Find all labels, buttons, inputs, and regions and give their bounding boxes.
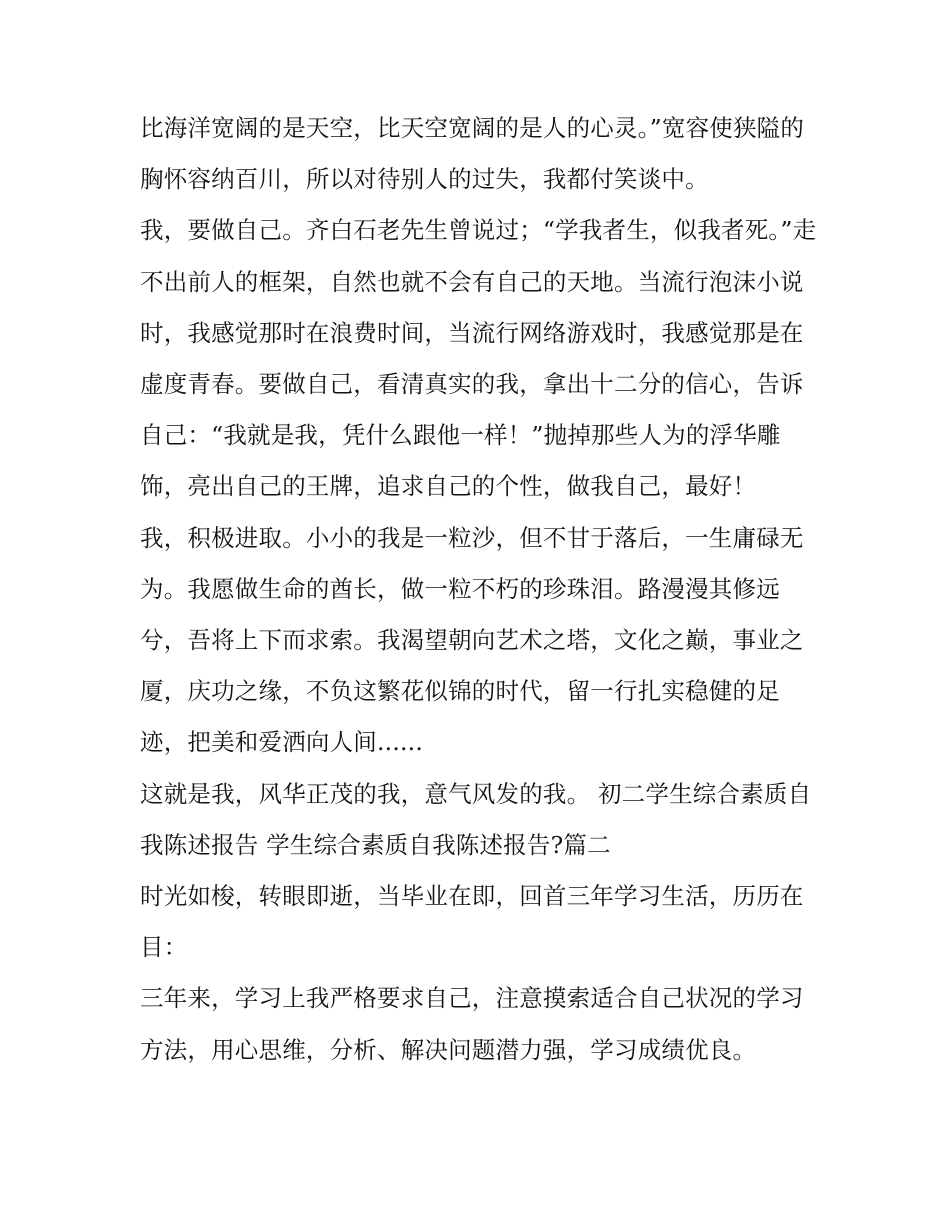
paragraph-tolerance: 比海洋宽阔的是天空，比天空宽阔的是人的心灵。”宽容使狭隘的胸怀容纳百川，所以对待别人的过失，我都付笑谈中。 (140, 114, 805, 194)
paragraph-be-myself: 我，要做自己。齐白石老先生曾说过；“学我者生，似我者死。”走不出前人的框架，自然也就不会有自己的天地。当流行泡沫小说时，我感觉那时在浪费时间，当流行网络游戏时，我感觉那是在虚度青春。要做自己，看清真实的我，拿出十二分的信心，告诉自己：“我就是我，凭什么跟他一样！”抛掉那些人为的浮华雕饰，亮出自己的王牌，追求自己的个性，做我自己，最好！ (140, 216, 817, 501)
document-body (140, 103, 820, 1076)
paragraph-progress: 我，积极进取。小小的我是一粒沙，但不甘于落后，一生庸碌无为。我愿做生命的酋长，做一粒不朽的珍珠泪。路漫漫其修远兮，吾将上下而求索。我渴望朝向艺术之塔，文化之巅，事业之厦，庆功之缘，不负这繁花似锦的时代，留一行扎实稳健的足迹，把美和爱洒向人间...... (140, 523, 804, 757)
paragraph-report-title: 这就是我，风华正茂的我，意气风发的我。 初二学生综合素质自我陈述报告 学生综合素质自我陈述报告?篇二 (140, 779, 812, 859)
paragraph-study: 三年来，学习上我严格要求自己，注意摸索适合自己状况的学习方法，用心思维，分析、解决问题潜力强，学习成绩优良。 (140, 984, 804, 1064)
paragraph-time-flies: 时光如梭，转眼即逝，当毕业在即，回首三年学习生活，历历在目： (140, 882, 804, 962)
